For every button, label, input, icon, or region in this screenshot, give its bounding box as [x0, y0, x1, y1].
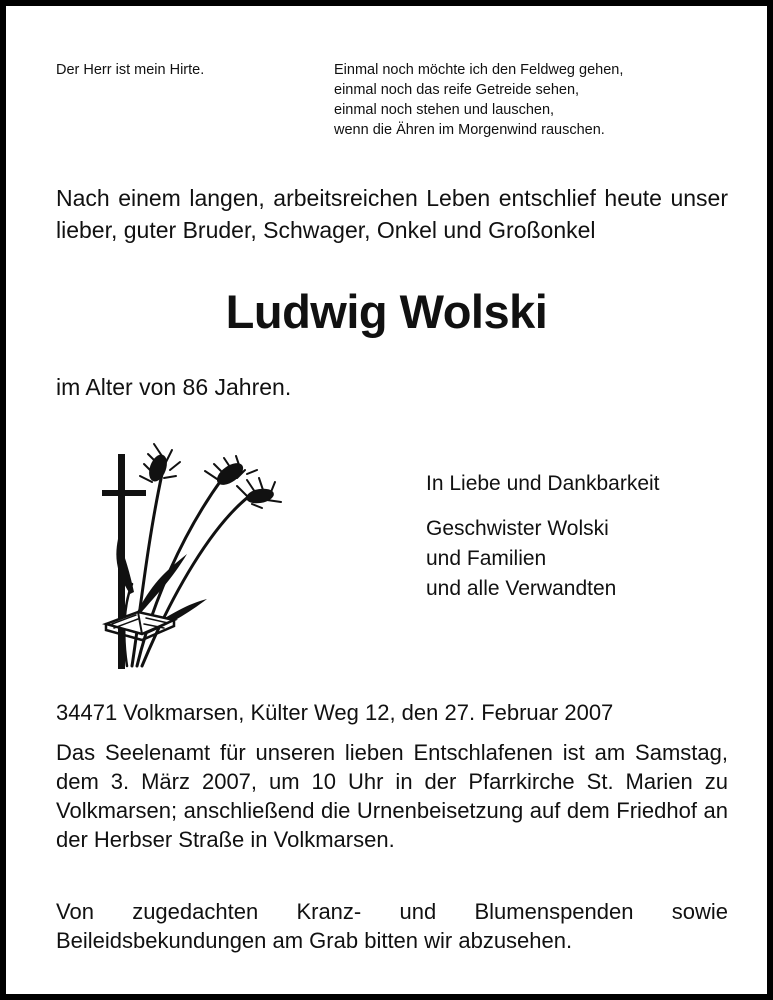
age-line: im Alter von 86 Jahren. [56, 374, 292, 400]
cross-wheat-book-icon [92, 434, 292, 679]
closing-text: Von zugedachten Kranz- und Blumenspenden sowie Beileidsbekundungen am Grab bitten wir abzusehen. [56, 899, 728, 953]
signatory-line: und Familien [426, 547, 547, 570]
signatory-line: und alle Verwandten [426, 577, 617, 600]
intro-text: Nach einem langen, arbeitsreichen Leben entschlief heute unser lieber, guter Bruder, Schwager, Onkel und Großonkel [56, 185, 728, 243]
signatory-line: Geschwister Wolski [426, 517, 609, 540]
signature-heading: In Liebe und Dankbarkeit [426, 472, 660, 495]
address-date-line: 34471 Volkmarsen, Külter Weg 12, den 27. Februar 2007 [56, 700, 614, 725]
deceased-name: Ludwig Wolski [225, 285, 548, 338]
poem [334, 60, 623, 140]
poem-line: wenn die Ähren im Morgenwind rauschen. [334, 122, 605, 138]
signatories [426, 514, 616, 604]
service-text: Das Seelenamt für unseren lieben Entschlafenen ist am Samstag, dem 3. März 2007, um 10 Uhr in der Pfarrkirche St. Marien zu Volkmarsen; anschließend die Urnenbeisetzung auf dem Friedhof an der Herbser Straße in Volkmarsen. [56, 740, 728, 852]
poem-line: einmal noch das reife Getreide sehen, [334, 82, 580, 98]
poem-line: einmal noch stehen und lauschen, [334, 102, 555, 118]
epigraph: Der Herr ist mein Hirte. [56, 62, 205, 78]
poem-line: Einmal noch möchte ich den Feldweg gehen, [334, 62, 624, 78]
